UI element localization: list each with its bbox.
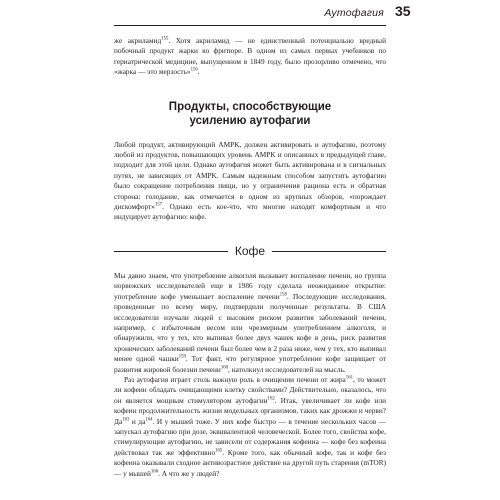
- coffee-paragraph-2: [114, 375, 386, 479]
- paragraph-text: Мы давно знаем, что употребление алкоголя вызывает воспаление печени, но группа норвежских исследователей еще в 1986 году сделала неожиданное открытие: употребление кофе уменьшает воспаление печени: [114, 270, 386, 301]
- paragraph-text: . А что же у людей?: [158, 468, 220, 478]
- paragraph-text: Раз аутофагия играет столь важную роль в очищении печени от жира: [124, 374, 346, 384]
- footnote-ref: 164: [145, 417, 153, 423]
- paragraph-text: . Итак, увеличивает ли кофе или кофеин продолжительность жизни модельных организмов, таких как дрожжи и черви? Да: [114, 395, 386, 426]
- paragraph-text: Любой продукт, активирующий AMPK, должен активировать и аутофагию, поэтому любой из продуктов, повышающих уровень AMPK и описанных в предыдущей главе, подходит для этой цели. Однако аутофагия может быть активирована и в сигнальных путях, не зависящих от AMPK. Самым надежным способом запустить аутофагию было сокращение потребления пищи, но у ограничения рациона есть и обратная сторона: голодание, как отмечается в одном из крупных обзоров, «порождает дискомфорт»: [114, 139, 386, 212]
- footnote-ref: 157: [154, 202, 163, 208]
- coffee-paragraph-1: [114, 271, 386, 375]
- page-number: 35: [395, 3, 411, 19]
- footnote-ref: 165: [215, 448, 223, 454]
- intro-text: же акриламид: [114, 36, 162, 45]
- footnote-ref: 161: [345, 375, 353, 381]
- paragraph-text: , то может ли кофеин обладать очищающими клетку свойствами? Действительно, оказалось, что он является мощным стимулятором аутофагии: [114, 374, 387, 405]
- section-heading-line-1: Продукты, способствующие: [168, 100, 332, 113]
- footnote-ref: 159: [178, 354, 186, 360]
- section-heading-line-2: усилению аутофагии: [189, 114, 311, 127]
- footnote-ref: 160: [220, 365, 229, 371]
- footnote-ref: 155: [161, 36, 169, 42]
- paragraph-text: и да: [129, 416, 146, 426]
- footnote-ref: 166: [150, 469, 159, 475]
- footnote-ref: 158: [279, 292, 287, 298]
- paragraph-text: . Последующие исследования, проведенные по всему миру, подтвердили полученные результаты. В США исследователи изучали людей с высоким риском развития заболеваний печени, например, с избыточным весом или чрезмерным употреблением алкоголя, и обнаружили, что у тех, кто выпивал более двух чашек кофе в день, риск развития хронических заболеваний печени был более чем в 2 раза ниже, чем у тех, кто выпивал менее одной чашки: [114, 291, 386, 364]
- page-content: [114, 36, 386, 479]
- subheading-block: [114, 243, 386, 261]
- paragraph-text: . Тот факт, что регулярное употребление кофе защищает от развития жировой болезни печени: [114, 354, 386, 374]
- intro-text-end: .: [197, 67, 200, 77]
- paragraph-text: . Однако есть кое-что, что многие находят комфортным и что индуцирует аутофагию: кофе.: [114, 202, 386, 222]
- running-header: [114, 0, 386, 26]
- paragraph-text: . Кроме того, как обычный кофе, так и кофе без кофеина оказывали сходное антивозрастное действие на другой путь старения (mTOR) — у мышей: [114, 447, 387, 478]
- footnote-ref: 162: [267, 396, 275, 402]
- section-heading: [114, 100, 386, 128]
- footnote-ref: 163: [122, 417, 130, 423]
- section-paragraph: [114, 140, 386, 223]
- intro-text-2: . Хотя акриламид — не единственный потенциально вредный побочный продукт жарки во фритюре. В одном из самых первых учебников по гериатрической медицине, выпущенном в 1849 году, было прозорливо отмечено, что «жарка — это мерзость»: [114, 36, 386, 77]
- subheading-title: Кофе: [228, 243, 272, 259]
- running-title: Аутофагия: [324, 7, 384, 19]
- intro-paragraph: [114, 36, 386, 78]
- paragraph-text: . И у мышей тоже. У них кофе быстро — в течение нескольких часов — запускал аутофагию при дозе, эквивалентной человеческой. Более того, свойства кофе, стимулирующие аутофагию, не зависели от содержания кофеина — кофе без кофеина действовал так же эффективно: [114, 416, 386, 457]
- footnote-ref: 156: [190, 67, 198, 73]
- paragraph-text: , натолкнул исследователей на мысль.: [228, 364, 346, 374]
